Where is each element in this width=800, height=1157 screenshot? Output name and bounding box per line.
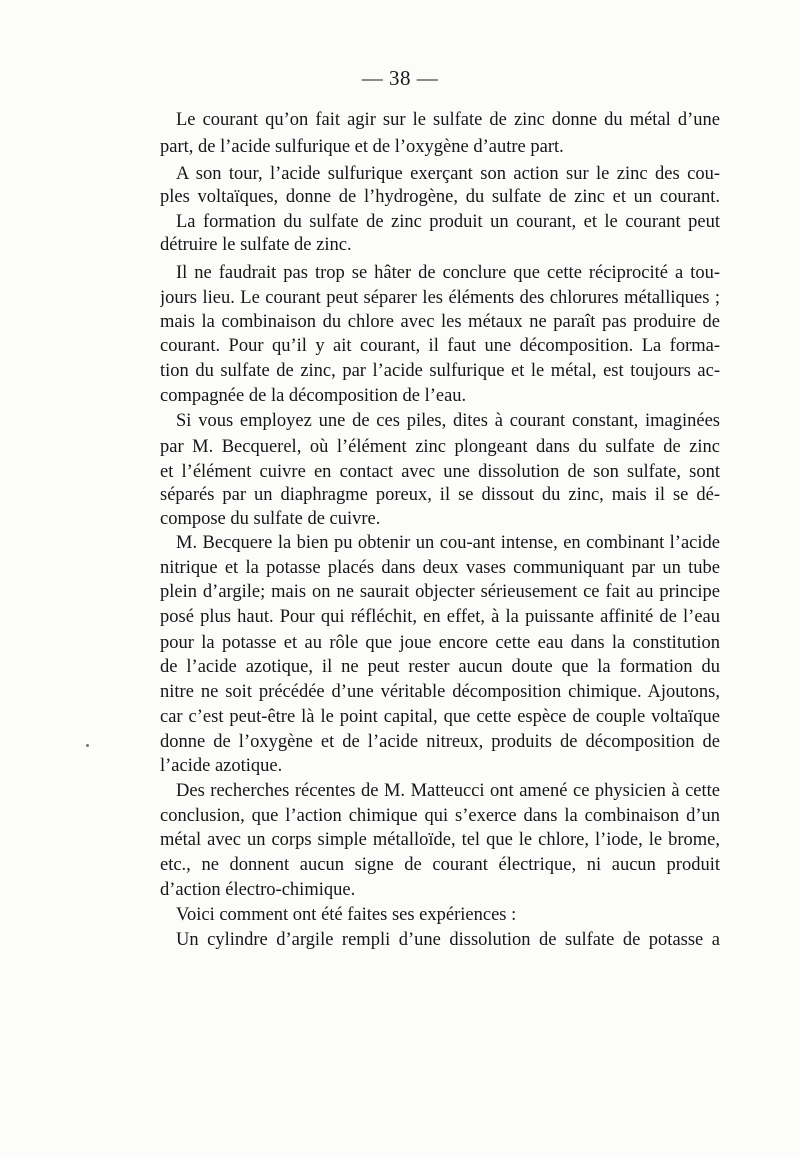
- text-line: Un cylindre d’argile rempli d’une dissolution de sulfate de potasse a: [176, 930, 720, 950]
- page-number: — 38 —: [361, 66, 439, 90]
- text-line: Le courant qu’on fait agir sur le sulfate de zinc donne du métal d’une: [176, 110, 720, 130]
- text-line: Si vous employez une de ces piles, dites à courant constant, imaginées: [176, 411, 720, 431]
- text-line: ples voltaïques, donne de l’hydrogène, du sulfate de zinc et un courant.: [160, 187, 720, 207]
- text-line: etc., ne donnent aucun signe de courant électrique, ni aucun produit: [160, 855, 720, 875]
- text-line: Voici comment ont été faites ses expériences :: [176, 905, 517, 925]
- text-line: A son tour, l’acide sulfurique exerçant son action sur le zinc des cou-: [176, 164, 720, 184]
- text-line: par M. Becquerel, où l’élément zinc plongeant dans du sulfate de zinc: [160, 437, 720, 457]
- text-line: donne de l’oxygène et de l’acide nitreux, produits de décomposition de: [160, 732, 720, 752]
- text-line: séparés par un diaphragme poreux, il se dissout du zinc, mais il se dé-: [160, 485, 720, 505]
- text-line: compagnée de la décomposition de l’eau.: [160, 386, 467, 406]
- paper-speck: [86, 744, 89, 747]
- text-line: nitrique et la potasse placés dans deux vases communiquant par un tube: [160, 558, 720, 578]
- text-line: tion du sulfate de zinc, par l’acide sulfurique et le métal, est toujours ac-: [160, 361, 720, 381]
- text-line: compose du sulfate de cuivre.: [160, 509, 381, 529]
- text-line: plein d’argile; mais on ne saurait objecter sérieusement ce fait au principe: [160, 582, 720, 602]
- text-line: d’action électro-chimique.: [160, 880, 356, 900]
- text-line: car c’est peut-être là le point capital, que cette espèce de couple voltaïque: [160, 707, 720, 727]
- text-line: détruire le sulfate de zinc.: [160, 235, 352, 255]
- text-line: posé plus haut. Pour qui réfléchit, en effet, à la puissante affinité de l’eau: [160, 607, 720, 627]
- text-line: jours lieu. Le courant peut séparer les éléments des chlorures métalliques ;: [160, 288, 720, 308]
- text-line: et l’élément cuivre en contact avec une dissolution de son sulfate, sont: [160, 462, 720, 482]
- text-line: pour la potasse et au rôle que joue encore cette eau dans la constitution: [160, 633, 720, 653]
- text-line: mais la combinaison du chlore avec les métaux ne paraît pas produire de: [160, 312, 720, 332]
- text-line: Il ne faudrait pas trop se hâter de conclure que cette réciprocité a tou-: [176, 263, 720, 283]
- text-line: conclusion, que l’action chimique qui s’exerce dans la combinaison d’un: [160, 806, 720, 826]
- text-line: métal avec un corps simple métalloïde, tel que le chlore, l’iode, le brome,: [160, 830, 720, 850]
- text-line: nitre ne soit précédée d’une véritable décomposition chimique. Ajoutons,: [160, 682, 720, 702]
- text-line: part, de l’acide sulfurique et de l’oxygène d’autre part.: [160, 137, 564, 157]
- text-line: l’acide azotique.: [160, 756, 283, 776]
- text-line: courant. Pour qu’il y ait courant, il faut une décomposition. La forma-: [160, 336, 720, 356]
- text-line: Des recherches récentes de M. Matteucci ont amené ce physicien à cette: [176, 781, 720, 801]
- text-line: de l’acide azotique, il ne peut rester aucun doute que la formation du: [160, 657, 720, 677]
- text-line: La formation du sulfate de zinc produit un courant, et le courant peut: [176, 212, 720, 232]
- text-line: M. Becquere la bien pu obtenir un cou-ant intense, en combinant l’acide: [176, 533, 720, 553]
